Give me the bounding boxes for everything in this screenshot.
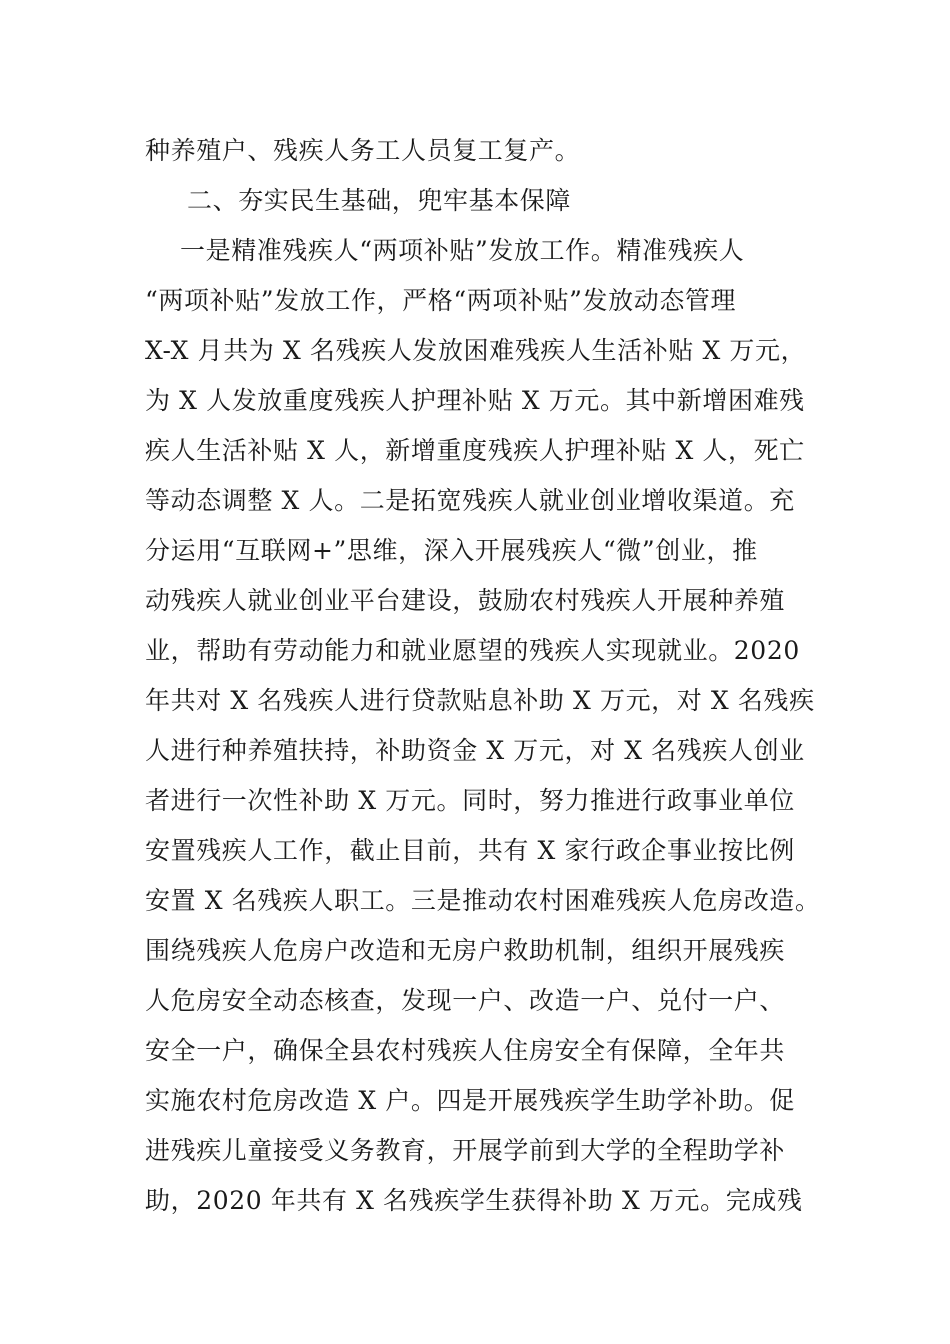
text-line: 安全一户，确保全县农村残疾人住房安全有保障，全年共 xyxy=(145,1036,786,1065)
text-line: 安置残疾人工作，截止目前，共有 X 家行政企事业按比例 xyxy=(145,836,795,865)
text-line: “两项补贴”发放工作，严格“两项补贴”发放动态管理 xyxy=(145,286,737,315)
text-line: 等动态调整 X 人。二是拓宽残疾人就业创业增收渠道。充 xyxy=(145,486,795,515)
text-line: 种养殖户、残疾人务工人员复工复产。 xyxy=(145,136,581,165)
text-line: 人进行种养殖扶持，补助资金 X 万元，对 X 名残疾人创业 xyxy=(145,736,805,765)
text-line: X-X 月共为 X 名残疾人发放困难残疾人生活补贴 X 万元， xyxy=(145,336,807,365)
text-line: 年共对 X 名残疾人进行贷款贴息补助 X 万元，对 X 名残疾 xyxy=(145,686,815,715)
text-line: 疾人生活补贴 X 人，新增重度残疾人护理补贴 X 人，死亡 xyxy=(145,436,805,465)
text-line: 分运用“互联网+”思维，深入开展残疾人“微”创业，推 xyxy=(145,536,758,565)
text-line: 者进行一次性补助 X 万元。同时，努力推进行政事业单位 xyxy=(145,786,795,815)
text-line: 为 X 人发放重度残疾人护理补贴 X 万元。其中新增困难残 xyxy=(145,386,805,415)
text-line: 安置 X 名残疾人职工。三是推动农村困难残疾人危房改造。 xyxy=(145,886,821,915)
text-line: 人危房安全动态核查，发现一户、改造一户、兑付一户、 xyxy=(145,986,786,1015)
text-line: 一是精准残疾人“两项补贴”发放工作。精准残疾人 xyxy=(180,236,745,265)
text-line: 围绕残疾人危房户改造和无房户救助机制，组织开展残疾 xyxy=(145,936,786,965)
text-line: 业，帮助有劳动能力和就业愿望的残疾人实现就业。2020 xyxy=(145,636,800,665)
section-heading: 二、夯实民生基础，兜牢基本保障 xyxy=(187,186,572,215)
text-line: 动残疾人就业创业平台建设，鼓励农村残疾人开展种养殖 xyxy=(145,586,786,615)
text-line: 助，2020 年共有 X 名残疾学生获得补助 X 万元。完成残 xyxy=(145,1186,803,1215)
text-line: 实施农村危房改造 X 户。四是开展残疾学生助学补助。促 xyxy=(145,1086,795,1115)
text-line: 进残疾儿童接受义务教育，开展学前到大学的全程助学补 xyxy=(145,1136,786,1165)
